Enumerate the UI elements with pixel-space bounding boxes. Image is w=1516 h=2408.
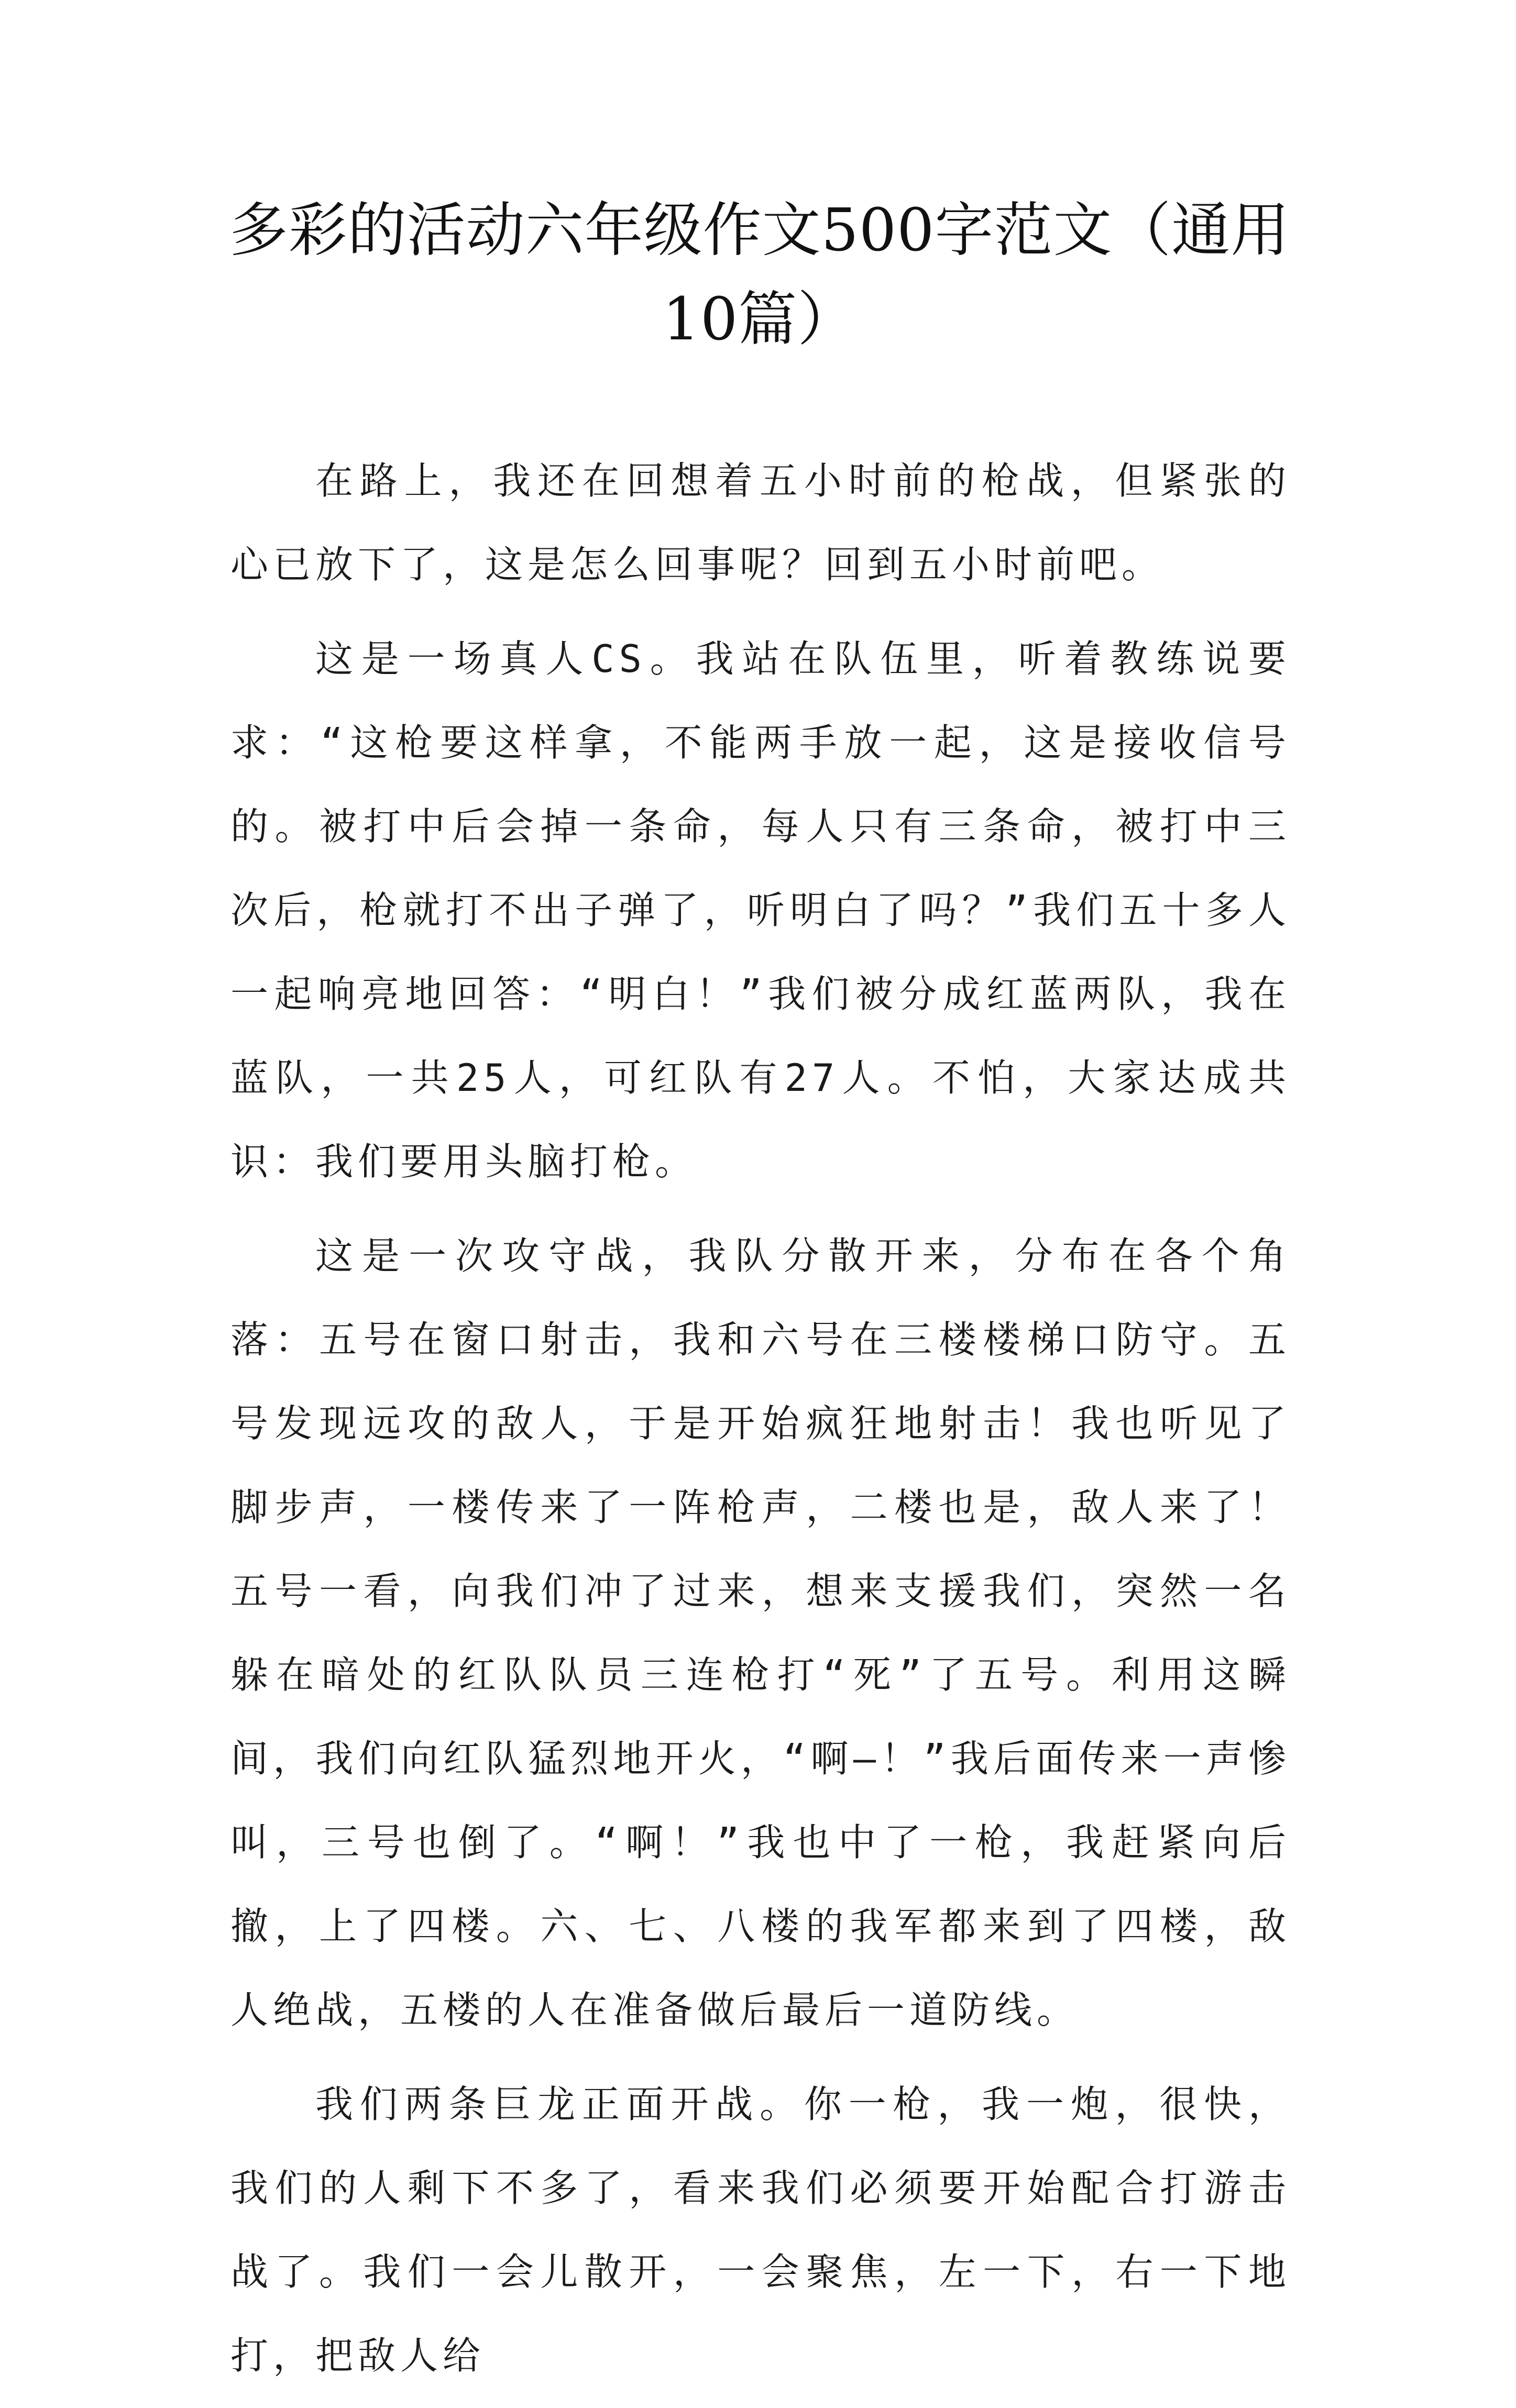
paragraph: 这是一次攻守战，我队分散开来，分布在各个角落：五号在窗口射击，我和六号在三楼楼梯口防守。五号发现远攻的敌人，于是开始疯狂地射击！我也听见了脚步声，一楼传来了一阵枪声，二楼也是，敌人来了！五号一看，向我们冲了过来，想来支援我们，突然一名躲在暗处的红队队员三连枪打“死”了五号。利用这瞬间，我们向红队猛烈地开火，“啊—！”我后面传来一声惨叫，三号也倒了。“啊！”我也中了一枪，我赶紧向后撤，上了四楼。六、七、八楼的我军都来到了四楼，敌人绝战，五楼的人在准备做后最后一道防线。 [230, 1234, 1291, 2032]
paragraph: 在路上，我还在回想着五小时前的枪战，但紧张的心已放下了，这是怎么回事呢？回到五小时前吧。 [230, 459, 1291, 587]
document-body [230, 439, 1291, 2408]
paragraph: 我们两条巨龙正面开战。你一枪，我一炮，很快，我们的人剩下不多了，看来我们必须要开始配合打游击战了。我们一会儿散开，一会聚焦，左一下，右一下地打，把敌人给 [230, 2082, 1291, 2378]
document-title: 多彩的活动六年级作文500字范文（通用10篇） [229, 196, 1290, 354]
paragraph: 这是一场真人CS。我站在队伍里，听着教练说要求：“这枪要这样拿，不能两手放一起，这是接收信号的。被打中后会掉一条命，每人只有三条命，被打中三次后，枪就打不出子弹了，听明白了吗？”我们五十多人一起响亮地回答：“明白！”我们被分成红蓝两队，我在蓝队，一共25人，可红队有27人。不怕，大家达成共识：我们要用头脑打枪。 [230, 637, 1291, 1184]
